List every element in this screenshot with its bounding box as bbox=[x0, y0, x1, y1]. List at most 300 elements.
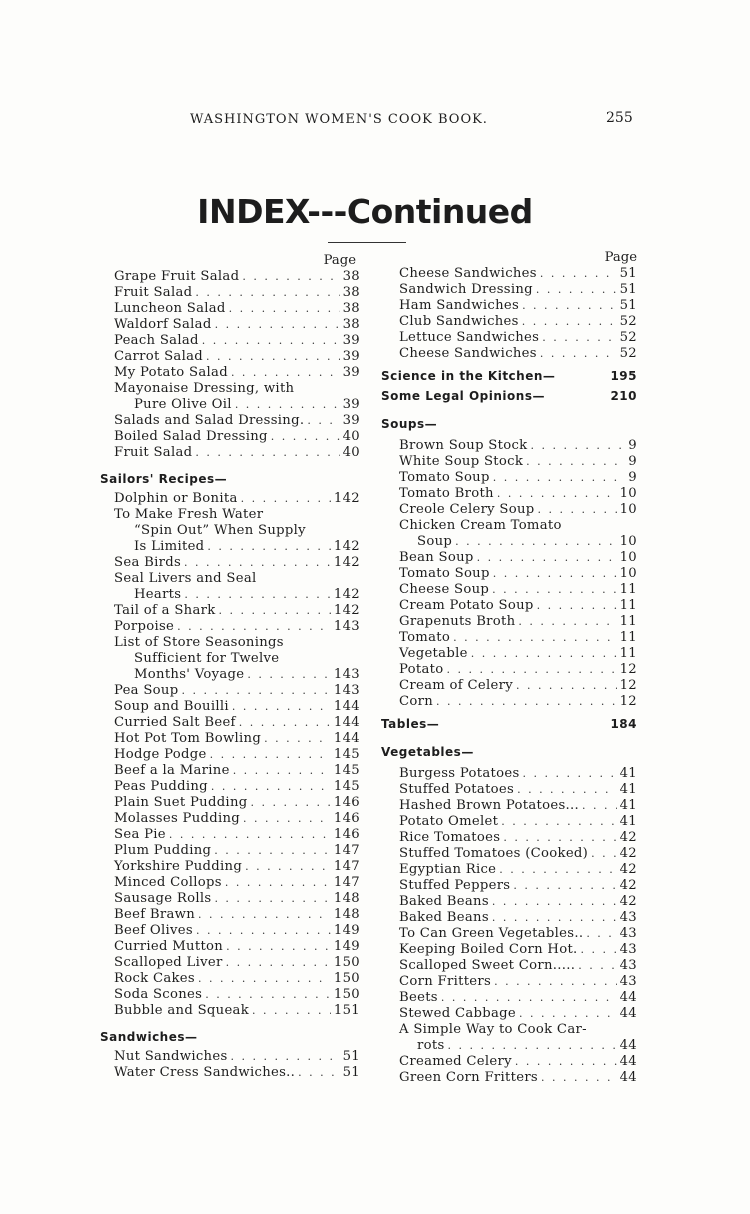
entry-page-number: 51 bbox=[342, 1049, 360, 1064]
index-entry bbox=[381, 346, 637, 362]
entry-label: Scalloped Sweet Corn..... bbox=[399, 958, 576, 973]
entry-page-number: 142 bbox=[333, 555, 360, 570]
dot-leader bbox=[540, 266, 617, 282]
entry-page-number: 149 bbox=[333, 939, 360, 954]
index-entry bbox=[381, 330, 637, 346]
index-entry bbox=[100, 907, 360, 923]
entry-label: Tomato Soup bbox=[399, 566, 490, 581]
section-heading-label: Science in the Kitchen— bbox=[381, 369, 556, 383]
dot-leader bbox=[522, 298, 617, 314]
dot-leader bbox=[214, 843, 331, 859]
index-entry bbox=[381, 646, 637, 662]
entry-label: Bean Soup bbox=[399, 550, 474, 565]
index-entry bbox=[100, 923, 360, 939]
index-entry bbox=[381, 830, 637, 846]
entry-page-number: 11 bbox=[619, 614, 637, 629]
entry-page-number: 38 bbox=[342, 301, 360, 316]
dot-leader bbox=[298, 1065, 339, 1081]
index-entry bbox=[100, 763, 360, 779]
entry-label: Dolphin or Bonita bbox=[114, 491, 238, 506]
index-entry bbox=[381, 1054, 637, 1070]
dot-leader bbox=[219, 603, 331, 619]
entry-label: Vegetable bbox=[399, 646, 468, 661]
index-entry bbox=[381, 846, 637, 862]
dot-leader bbox=[196, 923, 331, 939]
entry-label: Pea Soup bbox=[114, 683, 179, 698]
entry-page-number: 12 bbox=[619, 694, 637, 709]
entry-page-number: 145 bbox=[333, 779, 360, 794]
entry-label: Minced Collops bbox=[114, 875, 222, 890]
section-heading-sailors-recipes: Sailors' Recipes— bbox=[100, 472, 228, 486]
dot-leader bbox=[492, 910, 617, 926]
entry-page-number: 51 bbox=[619, 266, 637, 281]
dot-leader bbox=[210, 747, 331, 763]
entry-label: Stewed Cabbage bbox=[399, 1006, 517, 1021]
right-index-column bbox=[381, 250, 637, 1096]
dot-leader bbox=[250, 795, 330, 811]
index-entry bbox=[381, 630, 637, 646]
index-entry bbox=[381, 298, 637, 314]
entry-label: Seal Livers and Seal bbox=[114, 571, 257, 586]
entry-label: Soda Scones bbox=[114, 987, 203, 1002]
index-entry bbox=[381, 678, 637, 694]
index-entry bbox=[100, 683, 360, 699]
index-entry bbox=[381, 878, 637, 894]
dot-leader bbox=[503, 830, 616, 846]
index-entry bbox=[100, 491, 360, 507]
dot-leader bbox=[252, 1003, 331, 1019]
entry-page-number: 11 bbox=[619, 630, 637, 645]
entry-label: Tomato Broth bbox=[399, 486, 494, 501]
entry-label: Corn bbox=[399, 694, 434, 709]
index-entry bbox=[381, 1070, 637, 1086]
running-head: WASHINGTON WOMEN'S COOK BOOK. bbox=[190, 112, 488, 127]
entry-label: Beef a la Marine bbox=[114, 763, 230, 778]
dot-leader bbox=[184, 587, 331, 603]
entry-page-number: 44 bbox=[619, 1070, 637, 1085]
entry-page-number: 43 bbox=[619, 958, 637, 973]
entry-label: Hashed Brown Potatoes... bbox=[399, 798, 579, 813]
entry-page-number: 145 bbox=[333, 747, 360, 762]
dot-leader bbox=[515, 1054, 617, 1070]
dot-leader bbox=[493, 566, 617, 582]
entry-label: Hot Pot Tom Bowling bbox=[114, 731, 262, 746]
entry-page-number: 39 bbox=[342, 413, 360, 428]
dot-leader bbox=[537, 598, 617, 614]
entry-page-number: 143 bbox=[333, 683, 360, 698]
index-entry bbox=[381, 910, 637, 926]
index-entry bbox=[100, 699, 360, 715]
entry-continuation bbox=[381, 534, 637, 550]
index-entry bbox=[381, 438, 637, 454]
entry-page-number: 41 bbox=[619, 782, 637, 797]
entry-page-number: 40 bbox=[342, 429, 360, 444]
dot-leader bbox=[211, 779, 331, 795]
entry-label: Grape Fruit Salad bbox=[114, 269, 240, 284]
index-entry bbox=[100, 269, 360, 285]
dot-leader bbox=[578, 958, 616, 974]
dot-leader bbox=[493, 470, 626, 486]
index-entry bbox=[381, 694, 637, 710]
dot-leader bbox=[446, 662, 616, 678]
entry-label: Baked Beans bbox=[399, 910, 489, 925]
sailors-recipes-entries bbox=[100, 491, 360, 1019]
entry-page-number: 41 bbox=[619, 766, 637, 781]
index-entry bbox=[100, 971, 360, 987]
entry-label: Waldorf Salad bbox=[114, 317, 212, 332]
entry-continuation bbox=[100, 587, 360, 603]
entry-label: Tail of a Shark bbox=[114, 603, 216, 618]
entry-label: Baked Beans bbox=[399, 894, 489, 909]
entry-label: List of Store Seasonings bbox=[114, 635, 284, 650]
entry-label: Fruit Salad bbox=[114, 445, 193, 460]
index-entry bbox=[381, 814, 637, 830]
entry-page-number: 9 bbox=[628, 470, 637, 485]
dot-leader bbox=[195, 445, 339, 461]
index-entry bbox=[100, 747, 360, 763]
dot-leader bbox=[530, 438, 625, 454]
sandwich-entries bbox=[381, 266, 637, 362]
dot-leader bbox=[499, 862, 616, 878]
entry-label: Peach Salad bbox=[114, 333, 199, 348]
entry-page-number: 146 bbox=[333, 827, 360, 842]
entry-page-number: 148 bbox=[333, 891, 360, 906]
dot-leader bbox=[205, 987, 331, 1003]
dot-leader bbox=[198, 907, 331, 923]
dot-leader bbox=[232, 699, 331, 715]
index-entry bbox=[381, 990, 637, 1006]
entry-page-number: 11 bbox=[619, 598, 637, 613]
entry-label: White Soup Stock bbox=[399, 454, 524, 469]
entry-page-number: 42 bbox=[619, 894, 637, 909]
entry-page-number: 150 bbox=[333, 955, 360, 970]
dot-leader bbox=[177, 619, 331, 635]
index-entry bbox=[100, 955, 360, 971]
entry-label: Cheese Sandwiches bbox=[399, 346, 537, 361]
entry-label: Tomato Soup bbox=[399, 470, 490, 485]
entry-label: Cream of Celery bbox=[399, 678, 513, 693]
section-heading-vegetables: Vegetables— bbox=[381, 745, 474, 759]
entry-page-number: 12 bbox=[619, 678, 637, 693]
entry-label: Plain Suet Pudding bbox=[114, 795, 248, 810]
entry-label: Lettuce Sandwiches bbox=[399, 330, 540, 345]
salad-entries bbox=[100, 269, 360, 461]
index-entry bbox=[100, 827, 360, 843]
index-entry bbox=[381, 766, 637, 782]
entry-label: Bubble and Squeak bbox=[114, 1003, 249, 1018]
entry-label: Soup bbox=[417, 534, 453, 549]
entry-label: Luncheon Salad bbox=[114, 301, 226, 316]
dot-leader bbox=[477, 550, 617, 566]
dot-leader bbox=[541, 1070, 617, 1086]
dot-leader bbox=[492, 582, 616, 598]
index-entry bbox=[381, 942, 637, 958]
entry-page-number: 38 bbox=[342, 285, 360, 300]
entry-label: Sea Birds bbox=[114, 555, 182, 570]
index-entry bbox=[100, 987, 360, 1003]
entry-label: Burgess Potatoes bbox=[399, 766, 520, 781]
dot-leader bbox=[536, 282, 617, 298]
dot-leader bbox=[519, 1006, 617, 1022]
dot-leader bbox=[540, 346, 617, 362]
section-heading-soups: Soups— bbox=[381, 417, 438, 431]
entry-label: Is Limited bbox=[134, 539, 205, 554]
entry-label: Soup and Bouilli bbox=[114, 699, 229, 714]
entry-label: Corn Fritters bbox=[399, 974, 492, 989]
entry-page-number: 9 bbox=[628, 454, 637, 469]
entry-page-number: 51 bbox=[342, 1065, 360, 1080]
entry-page-number: 43 bbox=[619, 942, 637, 957]
entry-page-number: 52 bbox=[619, 330, 637, 345]
dot-leader bbox=[226, 939, 331, 955]
index-entry bbox=[100, 571, 360, 587]
index-entry bbox=[100, 1049, 360, 1065]
dot-leader bbox=[453, 630, 616, 646]
entry-label: Mayonaise Dressing, with bbox=[114, 381, 295, 396]
entry-page-number: 51 bbox=[619, 298, 637, 313]
dot-leader bbox=[207, 539, 331, 555]
index-entry bbox=[100, 635, 360, 651]
index-entry bbox=[381, 266, 637, 282]
dot-leader bbox=[214, 891, 330, 907]
entry-label: To Make Fresh Water bbox=[114, 507, 264, 522]
index-entry bbox=[381, 926, 637, 942]
section-page-number: 210 bbox=[610, 389, 637, 403]
dot-leader bbox=[239, 715, 331, 731]
index-entry bbox=[381, 550, 637, 566]
entry-label: Creole Celery Soup bbox=[399, 502, 535, 517]
index-entry bbox=[381, 454, 637, 470]
entry-label: Green Corn Fritters bbox=[399, 1070, 538, 1085]
title-rule bbox=[328, 242, 406, 243]
entry-page-number: 38 bbox=[342, 269, 360, 284]
index-entry bbox=[100, 619, 360, 635]
entry-page-number: 142 bbox=[333, 587, 360, 602]
dot-leader bbox=[501, 814, 616, 830]
entry-page-number: 146 bbox=[333, 795, 360, 810]
index-entry bbox=[100, 349, 360, 365]
index-entry bbox=[381, 598, 637, 614]
index-entry bbox=[100, 445, 360, 461]
entry-page-number: 10 bbox=[619, 502, 637, 517]
entry-page-number: 147 bbox=[333, 859, 360, 874]
entry-page-number: 43 bbox=[619, 910, 637, 925]
index-entry bbox=[100, 333, 360, 349]
entry-page-number: 142 bbox=[333, 603, 360, 618]
dot-leader bbox=[243, 811, 331, 827]
entry-page-number: 10 bbox=[619, 550, 637, 565]
entry-label: Curried Salt Beef bbox=[114, 715, 236, 730]
dot-leader bbox=[181, 683, 330, 699]
entry-page-number: 12 bbox=[619, 662, 637, 677]
index-title: INDEX---Continued bbox=[197, 192, 533, 231]
entry-page-number: 11 bbox=[619, 582, 637, 597]
dot-leader bbox=[233, 763, 331, 779]
entry-label: Salads and Salad Dressing. bbox=[114, 413, 305, 428]
dot-leader bbox=[448, 1038, 617, 1054]
entry-page-number: 143 bbox=[333, 619, 360, 634]
entry-page-number: 142 bbox=[333, 539, 360, 554]
entry-page-number: 42 bbox=[619, 846, 637, 861]
entry-page-number: 10 bbox=[619, 534, 637, 549]
entry-page-number: 42 bbox=[619, 830, 637, 845]
dot-leader bbox=[526, 454, 625, 470]
entry-page-number: 10 bbox=[619, 566, 637, 581]
entry-label: Sausage Rolls bbox=[114, 891, 212, 906]
index-entry bbox=[100, 507, 360, 523]
entry-page-number: 44 bbox=[619, 1038, 637, 1053]
entry-page-number: 39 bbox=[342, 365, 360, 380]
section-heading-some-legal-opinions bbox=[381, 388, 637, 404]
dot-leader bbox=[195, 285, 339, 301]
index-entry bbox=[381, 798, 637, 814]
entry-label: Hearts bbox=[134, 587, 182, 602]
index-entry bbox=[100, 365, 360, 381]
sandwiches-entries bbox=[100, 1049, 360, 1081]
index-entry bbox=[100, 301, 360, 317]
entry-page-number: 9 bbox=[628, 438, 637, 453]
entry-label: To Can Green Vegetables.. bbox=[399, 926, 584, 941]
entry-page-number: 144 bbox=[333, 715, 360, 730]
index-entry bbox=[100, 875, 360, 891]
vegetables-entries bbox=[381, 766, 637, 1086]
index-entry bbox=[100, 731, 360, 747]
index-entry bbox=[381, 894, 637, 910]
index-entry bbox=[100, 317, 360, 333]
entry-page-number: 145 bbox=[333, 763, 360, 778]
dot-leader bbox=[235, 397, 340, 413]
dot-leader bbox=[241, 491, 331, 507]
dot-leader bbox=[582, 798, 617, 814]
entry-continuation: Sufficient for Twelve bbox=[134, 651, 280, 666]
entry-label: Beets bbox=[399, 990, 438, 1005]
dot-leader bbox=[229, 301, 340, 317]
index-entry bbox=[100, 859, 360, 875]
entry-page-number: 41 bbox=[619, 798, 637, 813]
entry-page-number: 44 bbox=[619, 990, 637, 1005]
entry-label: Boiled Salad Dressing bbox=[114, 429, 268, 444]
entry-page-number: 143 bbox=[333, 667, 360, 682]
entry-continuation: “Spin Out” When Supply bbox=[134, 523, 306, 538]
index-entry bbox=[100, 285, 360, 301]
entry-page-number: 151 bbox=[333, 1003, 360, 1018]
index-entry bbox=[381, 282, 637, 298]
dot-leader bbox=[226, 955, 331, 971]
section-heading-tables bbox=[381, 716, 637, 732]
dot-leader bbox=[198, 971, 331, 987]
entry-label: Hodge Podge bbox=[114, 747, 207, 762]
index-entry bbox=[381, 486, 637, 502]
index-entry bbox=[100, 429, 360, 445]
dot-leader bbox=[225, 875, 331, 891]
dot-leader bbox=[542, 330, 616, 346]
index-entry bbox=[100, 843, 360, 859]
dot-leader bbox=[436, 694, 617, 710]
entry-page-number: 39 bbox=[342, 349, 360, 364]
entry-label: Carrot Salad bbox=[114, 349, 204, 364]
entry-page-number: 38 bbox=[342, 317, 360, 332]
dot-leader bbox=[441, 990, 617, 1006]
entry-label: Potato Omelet bbox=[399, 814, 499, 829]
entry-page-number: 150 bbox=[333, 971, 360, 986]
entry-label: Beef Brawn bbox=[114, 907, 196, 922]
entry-page-number: 39 bbox=[342, 333, 360, 348]
entry-page-number: 144 bbox=[333, 731, 360, 746]
entry-label: Porpoise bbox=[114, 619, 175, 634]
dot-leader bbox=[522, 314, 617, 330]
dot-leader bbox=[206, 349, 340, 365]
entry-page-number: 52 bbox=[619, 314, 637, 329]
dot-leader bbox=[523, 766, 617, 782]
entry-label: Cheese Soup bbox=[399, 582, 490, 597]
entry-page-number: 42 bbox=[619, 878, 637, 893]
entry-page-number: 43 bbox=[619, 926, 637, 941]
entry-label: Cream Potato Soup bbox=[399, 598, 534, 613]
entry-label: Plum Pudding bbox=[114, 843, 212, 858]
index-entry bbox=[381, 1006, 637, 1022]
index-entry bbox=[381, 862, 637, 878]
index-entry bbox=[381, 782, 637, 798]
dot-leader bbox=[271, 429, 340, 445]
entry-page-number: 142 bbox=[333, 491, 360, 506]
entry-page-number: 39 bbox=[342, 397, 360, 412]
entry-page-number: 149 bbox=[333, 923, 360, 938]
entry-label: A Simple Way to Cook Car- bbox=[399, 1022, 587, 1037]
entry-page-number: 148 bbox=[333, 907, 360, 922]
dot-leader bbox=[471, 646, 617, 662]
entry-page-number: 43 bbox=[619, 974, 637, 989]
soups-entries bbox=[381, 438, 637, 710]
entry-label: Ham Sandwiches bbox=[399, 298, 520, 313]
entry-label: Peas Pudding bbox=[114, 779, 208, 794]
entry-label: Nut Sandwiches bbox=[114, 1049, 228, 1064]
entry-label: Pure Olive Oil bbox=[134, 397, 232, 412]
dot-leader bbox=[591, 846, 617, 862]
entry-continuation bbox=[100, 667, 360, 683]
entry-label: Club Sandwiches bbox=[399, 314, 519, 329]
index-entry bbox=[100, 891, 360, 907]
entry-page-number: 150 bbox=[333, 987, 360, 1002]
entry-page-number: 40 bbox=[342, 445, 360, 460]
entry-page-number: 147 bbox=[333, 875, 360, 890]
index-entry bbox=[100, 779, 360, 795]
entry-page-number: 44 bbox=[619, 1006, 637, 1021]
index-entry bbox=[381, 502, 637, 518]
dot-leader bbox=[264, 731, 331, 747]
index-entry bbox=[100, 555, 360, 571]
section-heading-label: Tables— bbox=[381, 717, 440, 731]
dot-leader bbox=[202, 333, 340, 349]
entry-page-number: 44 bbox=[619, 1054, 637, 1069]
section-page-number: 195 bbox=[610, 369, 637, 383]
entry-label: Molasses Pudding bbox=[114, 811, 241, 826]
index-entry bbox=[100, 715, 360, 731]
dot-leader bbox=[581, 942, 617, 958]
entry-label: Keeping Boiled Corn Hot. bbox=[399, 942, 578, 957]
entry-label: Egyptian Rice bbox=[399, 862, 497, 877]
index-entry bbox=[381, 518, 637, 534]
dot-leader bbox=[231, 365, 340, 381]
entry-label: Chicken Cream Tomato bbox=[399, 518, 562, 533]
entry-label: Months' Voyage bbox=[134, 667, 245, 682]
page-column-heading: Page bbox=[604, 250, 637, 265]
entry-page-number: 51 bbox=[619, 282, 637, 297]
page-number: 255 bbox=[606, 110, 633, 126]
entry-label: My Potato Salad bbox=[114, 365, 228, 380]
dot-leader bbox=[247, 667, 331, 683]
entry-label: Brown Soup Stock bbox=[399, 438, 528, 453]
entry-label: Potato bbox=[399, 662, 444, 677]
